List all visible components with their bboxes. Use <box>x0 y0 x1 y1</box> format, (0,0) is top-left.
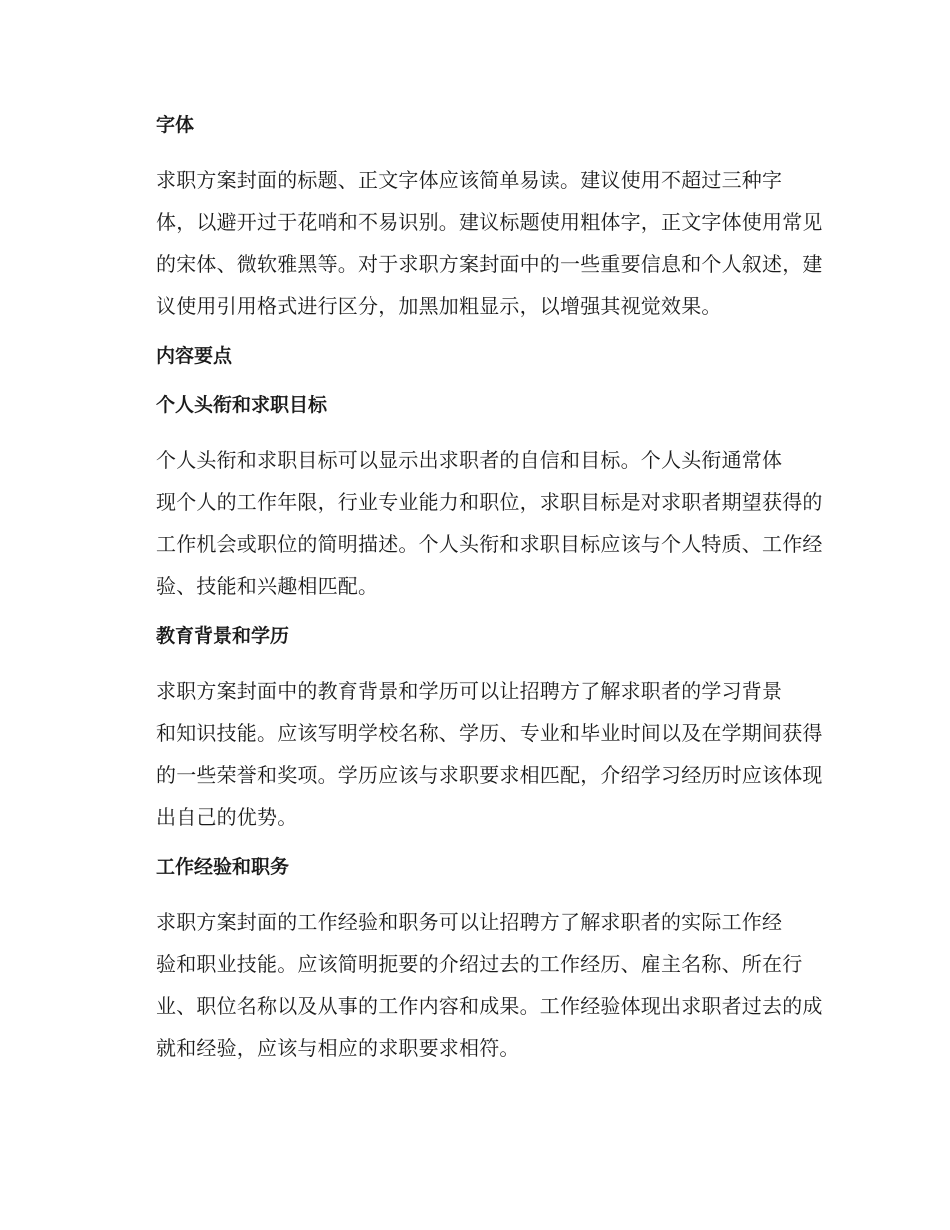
paragraph-line: 现个人的工作年限，行业专业能力和职位，求职目标是对求职者期望获得的 <box>156 490 823 514</box>
paragraph-line: 个人头衔和求职目标可以显示出求职者的自信和目标。个人头衔通常体 <box>156 448 783 472</box>
section-heading-font: 字体 <box>156 114 195 136</box>
paragraph-line: 体，以避开过于花哨和不易识别。建议标题使用粗体字，正文字体使用常见 <box>156 210 823 234</box>
paragraph-line: 和知识技能。应该写明学校名称、学历、专业和毕业时间以及在学期间获得 <box>156 721 823 745</box>
paragraph-line: 的一些荣誉和奖项。学历应该与求职要求相匹配，介绍学习经历时应该体现 <box>156 763 823 787</box>
paragraph-font <box>113 159 833 327</box>
section-heading-work-experience: 工作经验和职务 <box>156 856 290 878</box>
paragraph-line: 验和职业技能。应该简明扼要的介绍过去的工作经历、雇主名称、所在行 <box>156 952 803 976</box>
paragraph-line: 的宋体、微软雅黑等。对于求职方案封面中的一些重要信息和个人叙述，建 <box>156 252 823 276</box>
section-heading-title-and-goal: 个人头衔和求职目标 <box>156 394 328 416</box>
paragraph-work-experience <box>113 901 833 1069</box>
section-heading-education: 教育背景和学历 <box>156 625 290 647</box>
paragraph-line: 求职方案封面中的教育背景和学历可以让招聘方了解求职者的学习背景 <box>156 679 783 703</box>
paragraph-title-and-goal <box>113 439 833 607</box>
paragraph-line: 议使用引用格式进行区分，加黑加粗显示，以增强其视觉效果。 <box>156 294 722 318</box>
section-heading-content-points: 内容要点 <box>156 345 233 367</box>
paragraph-education <box>113 670 833 838</box>
paragraph-line: 业、职位名称以及从事的工作内容和成果。工作经验体现出求职者过去的成 <box>156 994 823 1018</box>
paragraph-line: 就和经验，应该与相应的求职要求相符。 <box>156 1036 520 1060</box>
document-page <box>113 110 833 1083</box>
paragraph-line: 验、技能和兴趣相匹配。 <box>156 574 379 598</box>
paragraph-line: 工作机会或职位的简明描述。个人头衔和求职目标应该与个人特质、工作经 <box>156 532 823 556</box>
paragraph-line: 求职方案封面的工作经验和职务可以让招聘方了解求职者的实际工作经 <box>156 910 783 934</box>
paragraph-line: 出自己的优势。 <box>156 805 298 829</box>
paragraph-line: 求职方案封面的标题、正文字体应该简单易读。建议使用不超过三种字 <box>156 168 783 192</box>
